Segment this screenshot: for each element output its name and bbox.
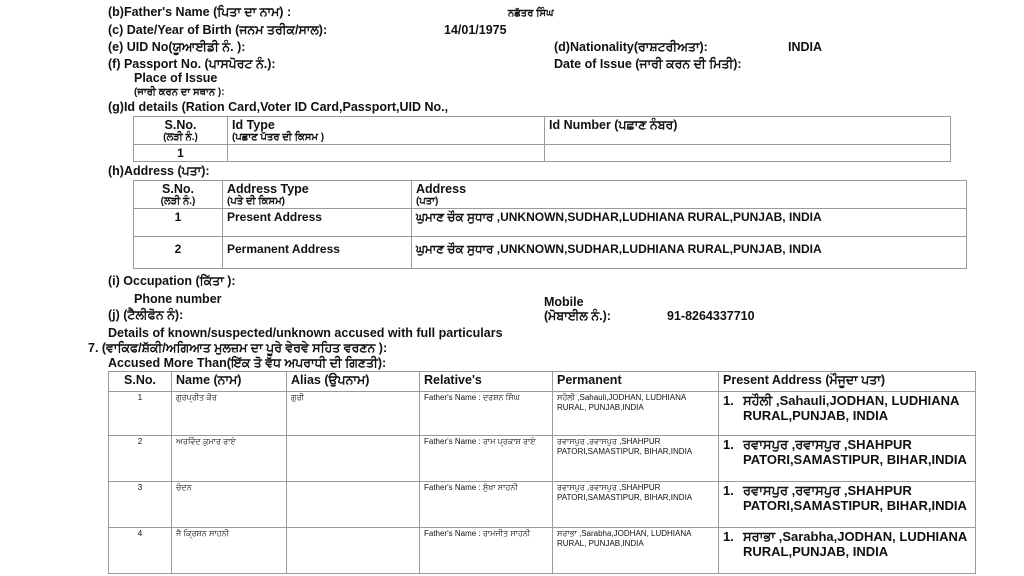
accused-name-cell: ਅਰਵਿੰਦ ਕੁਮਾਰ ਰਾਏ bbox=[172, 436, 287, 482]
table-row bbox=[134, 145, 951, 162]
place-of-issue-sub: (ਜਾਰੀ ਕਰਨ ਦਾ ਸਥਾਨ ): bbox=[134, 87, 225, 98]
addr-cell: ਘੁਮਾਣ ਚੌਕ ਸੁਧਾਰ ,UNKNOWN,SUDHAR,LUDHIANA RURAL,PUNJAB, INDIA bbox=[412, 209, 967, 237]
addr-sno-cell: 2 bbox=[134, 237, 223, 269]
address-table bbox=[133, 180, 967, 269]
id-details-table bbox=[133, 116, 951, 162]
id-type-cell bbox=[228, 145, 545, 162]
accused-relative-cell: Father's Name : ਰਾਮ ਪ੍ਰਕਾਸ਼ ਰਾਏ bbox=[420, 436, 553, 482]
accused-present-cell: 1. ਸਹੌਲੀ ,Sahauli,JODHAN, LUDHIANA RURAL,PUNJAB, INDIA bbox=[719, 392, 976, 436]
accused-permanent-cell: ਸਹੌਲੀ ,Sahauli,JODHAN, LUDHIANA RURAL, PUNJAB,INDIA bbox=[553, 392, 719, 436]
accused-present-cell: 1. ਰਵਾਸਪੁਰ ,ਰਵਾਸਪੁਰ ,SHAHPUR PATORI,SAMASTIPUR, BIHAR,INDIA bbox=[719, 482, 976, 528]
accused-sno-cell: 2 bbox=[109, 436, 172, 482]
mobile-label: Mobile bbox=[544, 295, 584, 309]
accused-present-cell: 1. ਸਰਾਭਾ ,Sarabha,JODHAN, LUDHIANA RURAL,PUNJAB, INDIA bbox=[719, 528, 976, 574]
accused-alias-cell bbox=[287, 482, 420, 528]
accused-relative-header: Relative's bbox=[420, 372, 553, 392]
id-number-header: Id Number (ਪਛਾਣ ਨੰਬਰ) bbox=[545, 117, 951, 145]
accused-permanent-header: Permanent bbox=[553, 372, 719, 392]
father-name-label: (b)Father's Name (ਪਿਤਾ ਦਾ ਨਾਮ) : bbox=[108, 5, 292, 19]
accused-name-header: Name (ਨਾਮ) bbox=[172, 372, 287, 392]
accused-heading-punjabi: 7. (ਵਾਕਿਫ/ਸ਼ੱਕੀ/ਅਗਿਆਤ ਮੁਲਜ਼ਮ ਦਾ ਪੂਰੇ ਵੇਰਵੇ ਸਹਿਤ ਵਰਣਨ ): bbox=[88, 341, 388, 355]
table-row bbox=[109, 392, 976, 436]
table-row bbox=[134, 237, 967, 269]
id-details-label: (g)Id details (Ration Card,Voter ID Card,Passport,UID No., bbox=[108, 100, 449, 114]
addr-type-cell: Present Address bbox=[223, 209, 412, 237]
passport-label: (f) Passport No. (ਪਾਸਪੋਰਟ ਨੰ.): bbox=[108, 57, 276, 71]
table-row bbox=[109, 528, 976, 574]
addr-type-cell: Permanent Address bbox=[223, 237, 412, 269]
uid-label: (e) UID No(ਯੂਆਈਡੀ ਨੰ. ): bbox=[108, 40, 246, 54]
addr-type-header: Address Type (ਪਤੇ ਦੀ ਕਿਸਮ) bbox=[223, 181, 412, 209]
accused-alias-cell bbox=[287, 528, 420, 574]
table-row bbox=[134, 209, 967, 237]
father-name-value: ਨਛੱਤਰ ਸਿੰਘ bbox=[508, 8, 554, 19]
accused-present-header: Present Address (ਮੌਜੂਦਾ ਪਤਾ) bbox=[719, 372, 976, 392]
accused-relative-cell: Father's Name : ਦਰਸ਼ਨ ਸਿੰਘ bbox=[420, 392, 553, 436]
place-of-issue-label: Place of Issue bbox=[134, 71, 218, 85]
accused-sno-cell: 3 bbox=[109, 482, 172, 528]
addr-sno-cell: 1 bbox=[134, 209, 223, 237]
dob-value: 14/01/1975 bbox=[444, 23, 507, 37]
accused-permanent-cell: ਰਵਾਸਪੁਰ ,ਰਵਾਸਪੁਰ ,SHAHPUR PATORI,SAMASTIPUR, BIHAR,INDIA bbox=[553, 482, 719, 528]
accused-sno-header: S.No. bbox=[109, 372, 172, 392]
mobile-value: 91-8264337710 bbox=[667, 309, 755, 323]
id-type-header: Id Type (ਪਛਾਣ ਪੱਤਰ ਦੀ ਕਿਸਮ ) bbox=[228, 117, 545, 145]
accused-name-cell: ਚੰਦਨ bbox=[172, 482, 287, 528]
addr-cell: ਘੁਮਾਣ ਚੌਕ ਸੁਧਾਰ ,UNKNOWN,SUDHAR,LUDHIANA RURAL,PUNJAB, INDIA bbox=[412, 237, 967, 269]
id-sno-header: S.No. (ਲੜੀ ਨੰ.) bbox=[134, 117, 228, 145]
accused-alias-header: Alias (ਉਪਨਾਮ) bbox=[287, 372, 420, 392]
phone-sub: (j) (ਟੈਲੀਫੋਨ ਨੰ): bbox=[108, 308, 184, 322]
addr-sno-header: S.No. (ਲੜੀ ਨੰ.) bbox=[134, 181, 223, 209]
nationality-label: (d)Nationality(ਰਾਸ਼ਟਰੀਅਤਾ): bbox=[554, 40, 708, 54]
accused-sno-cell: 4 bbox=[109, 528, 172, 574]
address-label: (h)Address (ਪਤਾ): bbox=[108, 164, 210, 178]
dob-label: (c) Date/Year of Birth (ਜਨਮ ਤਰੀਕ/ਸਾਲ): bbox=[108, 23, 328, 37]
id-number-cell bbox=[545, 145, 951, 162]
table-row bbox=[109, 482, 976, 528]
mobile-sub: (ਮੋਬਾਈਲ ਨੰ.): bbox=[544, 309, 611, 323]
accused-alias-cell bbox=[287, 436, 420, 482]
accused-heading: Details of known/suspected/unknown accused with full particulars bbox=[108, 326, 503, 340]
accused-present-cell: 1. ਰਵਾਸਪੁਰ ,ਰਵਾਸਪੁਰ ,SHAHPUR PATORI,SAMASTIPUR, BIHAR,INDIA bbox=[719, 436, 976, 482]
id-sno-cell: 1 bbox=[134, 145, 228, 162]
accused-count-label: Accused More Than(ਇੱਕ ਤੋ ਵੱਧ ਅਪਰਾਧੀ ਦੀ ਗਿਣਤੀ): bbox=[108, 356, 387, 370]
occupation-label: (i) Occupation (ਕਿੱਤਾ ): bbox=[108, 274, 236, 288]
accused-permanent-cell: ਸਰਾਭਾ ,Sarabha,JODHAN, LUDHIANA RURAL, PUNJAB,INDIA bbox=[553, 528, 719, 574]
accused-sno-cell: 1 bbox=[109, 392, 172, 436]
accused-relative-cell: Father's Name : ਸੁੱਖਾ ਸਾਹਨੀ bbox=[420, 482, 553, 528]
date-of-issue-label: Date of Issue (ਜਾਰੀ ਕਰਨ ਦੀ ਮਿਤੀ): bbox=[554, 57, 742, 71]
phone-label: Phone number bbox=[134, 292, 222, 306]
accused-alias-cell: ਗੁਰੀ bbox=[287, 392, 420, 436]
nationality-value: INDIA bbox=[788, 40, 823, 54]
addr-header: Address (ਪਤਾ) bbox=[412, 181, 967, 209]
accused-relative-cell: Father's Name : ਰਾਮਜੀਤ ਸਾਹਨੀ bbox=[420, 528, 553, 574]
accused-table bbox=[108, 371, 976, 574]
accused-name-cell: ਜੈ ਕ੍ਰਿਸ਼ਨ ਸਾਹਨੀ bbox=[172, 528, 287, 574]
accused-permanent-cell: ਰਵਾਸਪੁਰ ,ਰਵਾਸਪੁਰ ,SHAHPUR PATORI,SAMASTIPUR, BIHAR,INDIA bbox=[553, 436, 719, 482]
accused-name-cell: ਗੁਰਪ੍ਰੀਤ ਕੌਰ bbox=[172, 392, 287, 436]
table-row bbox=[109, 436, 976, 482]
